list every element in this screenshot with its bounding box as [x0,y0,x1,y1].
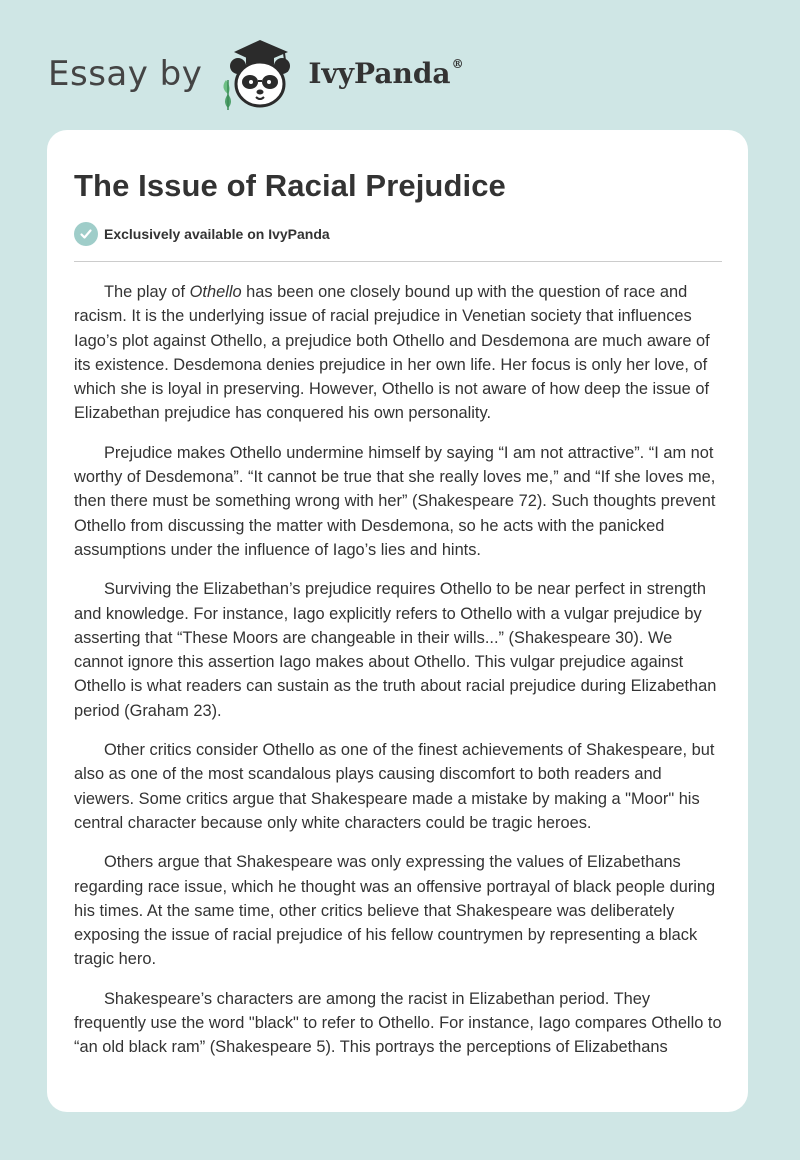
paragraph-text: has been one closely bound up with the question of race and racism. It is the underlying issue of racial prejudice in Venetian society that influences Iago’s plot against Othello, a prejudice both Othello and Desdemona are much aware of its existence. Desdemona denies prejudice in her own life. Her focus is only her love, of which she is loyal in preserving. However, Othello is not aware of how deep the issue of Elizabethan prejudice has conquered his own personality. [74,283,710,423]
divider [74,261,722,262]
page-title: The Issue of Racial Prejudice [74,168,506,203]
essay-card [47,130,748,1112]
site-header-brand[interactable] [48,34,464,114]
brand-name-text: IvyPanda [308,57,451,90]
exclusive-badge [74,222,330,246]
paragraph-text: The play of [104,283,190,301]
paragraph: Others argue that Shakespeare was only expressing the values of Elizabethans regarding race issue, which he thought was an offensive portrayal of black people during his times. At the same time, other critics believe that Shakespeare was deliberately exposing the issue of racial prejudice of his fellow countrymen by representing a black tragic hero. [74,853,716,969]
check-circle-icon [74,222,98,246]
panda-graduate-icon [216,36,304,112]
registered-mark: ® [451,57,464,71]
essay-body [74,280,722,1075]
exclusive-label: Exclusively available on IvyPanda [104,226,330,242]
paragraph: Shakespeare’s characters are among the racist in Elizabethan period. They frequently use the word "black" to refer to Othello. For instance, Iago compares Othello to “an old black ram” (Shakespeare 5). This portrays the perceptions of Elizabethans [74,989,722,1057]
brand-prefix: Essay by [48,54,203,94]
paragraph: Other critics consider Othello as one of the finest achievements of Shakespeare, but also as one of the most scandalous plays causing discomfort to both readers and viewers. Some critics argue that Shakespeare made a mistake by making a "Moor" his central character because only white characters could be tragic heroes. [74,741,715,832]
play-title: Othello [189,283,242,301]
paragraph: Prejudice makes Othello undermine himself by saying “I am not attractive”. “I am not worthy of Desdemona”. “It cannot be true that she really loves me,” and “If she loves me, then there must be something wrong with her” (Shakespeare 72). Such thoughts prevent Othello from discussing the matter with Desdemona, so he acts with the panicked assumptions under the influence of Iago’s lies and hints. [74,443,716,559]
brand-name [308,57,464,90]
paragraph: Surviving the Elizabethan’s prejudice requires Othello to be near perfect in strength and knowledge. For instance, Iago explicitly refers to Othello with a vulgar prejudice by asserting that “These Moors are changeable in their wills...” (Shakespeare 30). We cannot ignore this assertion Iago makes about Othello. This vulgar prejudice against Othello is what readers can sustain as the truth about racial prejudice during Elizabethan period (Graham 23). [74,580,717,720]
paragraph [74,280,722,426]
essay-card-content [74,130,722,1112]
